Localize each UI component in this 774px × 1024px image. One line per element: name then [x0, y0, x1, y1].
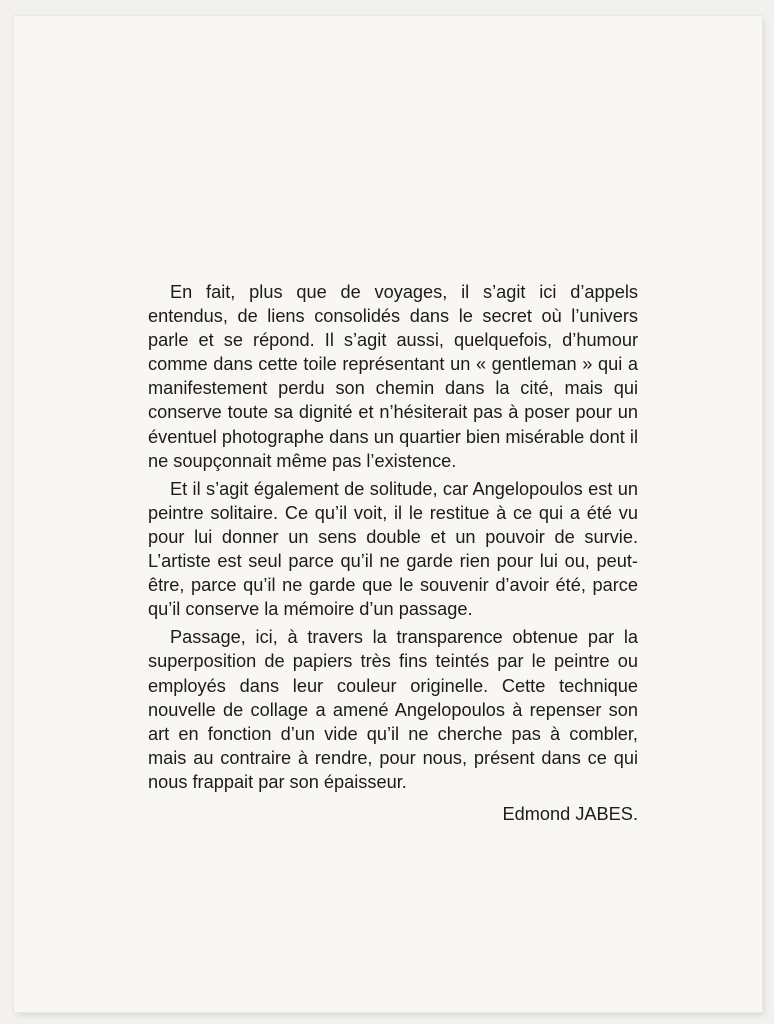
- paragraph-2: Et il s’agit également de solitude, car Angelopoulos est un peintre solitaire. Ce qu’il voit, il le restitue à ce qui a été vu pour lui donner un sens double et un pouvoir de survie. L’artiste est seul parce qu’il ne garde rien pour lui ou, peut-être, parce qu’il ne garde que le souvenir d’avoir été, parce qu’il conserve la mémoire d’un passage.: [148, 478, 638, 620]
- signature: Edmond JABES.: [502, 803, 638, 824]
- paragraph-3: Passage, ici, à travers la transparence obtenue par la superposition de papiers très fins teintés par le peintre ou employés dans leur couleur originelle. Cette technique nouvelle de collage a amené Angelopoulos à repenser son art en fonction d’un vide qu’il ne cherche pas à combler, mais au contraire à rendre, pour nous, présent dans ce qui nous frappait par son épaisseur.: [148, 627, 638, 792]
- document-page: [14, 16, 762, 1012]
- text-block: [148, 280, 638, 824]
- paragraph-1: En fait, plus que de voyages, il s’agit ici d’appels entendus, de liens consolidés dans le secret où l’univers parle et se répond. Il s’agit aussi, quelquefois, d’humour comme dans cette toile représentant un « gentleman » qui a manifestement perdu son chemin dans la cité, mais qui conserve toute sa dignité et n’hésiterait pas à poser pour un éventuel photographe dans un quartier bien misérable dont il ne soupçonnait même pas l’existence.: [148, 282, 638, 471]
